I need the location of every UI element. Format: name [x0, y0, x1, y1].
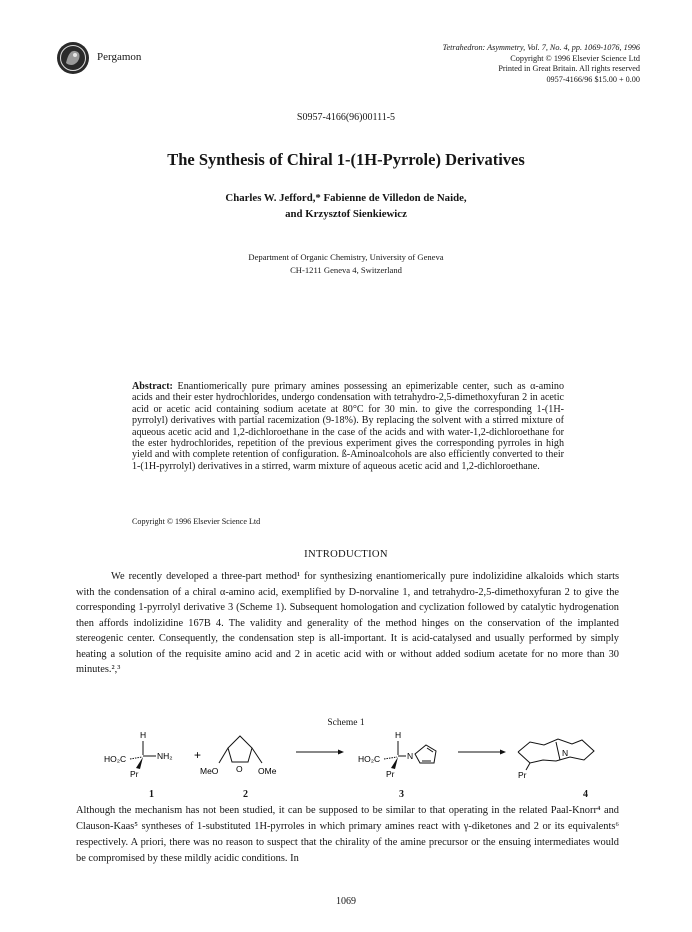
price-line: 0957-4166/96 $15.00 + 0.00	[546, 74, 640, 84]
journal-line: Tetrahedron: Asymmetry, Vol. 7, No. 4, pp. 1069-1076, 1996	[442, 43, 640, 52]
atom-label-ho2c: HO₂C	[104, 754, 127, 764]
publisher-name: Pergamon	[97, 51, 142, 63]
compound-number-1: 1	[149, 789, 154, 800]
abstract-copyright: Copyright © 1996 Elsevier Science Ltd	[132, 517, 261, 526]
atom-label-o: O	[236, 764, 243, 774]
affiliation-line-2: CH-1211 Geneva 4, Switzerland	[290, 265, 402, 275]
svg-text:HO₂C: HO₂C	[358, 754, 381, 764]
plus-sign: +	[194, 748, 202, 762]
abstract	[132, 381, 564, 472]
scheme-label: Scheme 1	[327, 718, 365, 728]
atom-label-nh2: NH₂	[157, 751, 173, 761]
svg-text:H: H	[395, 730, 402, 740]
compound-4-structure	[518, 739, 594, 780]
introduction-paragraph-1	[76, 569, 619, 678]
abstract-text: Enantiomerically pure primary amines possessing an epimerizable center, such as α-amino acids and their ester hydrochlorides, undergo condensation with tetrahydro-2,5-dimethoxyfuran 2 in acetic acid or acetic acid containing sodium acetate at 80°C for 30 min. to give the corresponding 1-(1H-pyrrolyl) derivatives with partial racemization (9-18%). By replacing the solvent with a stirred mixture of aqueous acetic acid and 1,2-dichloroethane in the case of the acids and with water-1,2-dichloroethane for the ester hydrochlorides, repetition of the previous experiment gives the corresponding pyrroles in high yield and with complete retention of configuration. ß-Aminoalcohols are also efficiently converted to their 1-(1H-pyrrolyl) derivatives in a stirred, warm mixture of aqueous acetic acid and 1,2-dichloroethane.	[132, 381, 564, 472]
svg-text:N: N	[562, 748, 569, 758]
svg-text:Pr: Pr	[386, 769, 395, 779]
intro-para-2-text: Although the mechanism has not been studied, it can be supposed to be similar to that operating in the related Paal-Knorr⁴ and Clauson-Kaas⁵ syntheses of 1-substituted 1H-pyrroles in which primary amines react with γ-diketones and 2 or its equivalents⁶ respectively. A priori, there was no reason to suspect that the chirality of the amine precursor or the ensuing intermediates would be compromised by these mildly acidic conditions. In	[76, 805, 619, 864]
affiliation	[0, 251, 692, 277]
intro-para-1-text: We recently developed a three-part method¹ for synthesizing enantiomerically pure indolizidine alkaloids which starts with the condensation of a chiral α-amino acid, exemplified by D-norvaline 1, and tetrahydro-2,5-dimethoxyfuran 2 to give the corresponding 1-pyrrolyl derivative 3 (Scheme 1). Subsequent homologation and cyclization followed by catalytic hydrogenation then affords indolizidine 167B 4. The validity and generality of the method hinges on the conservation of the implanted stereogenic center. Consequently, the condensation step is all-important. It is acid-catalysed and usually performed by simply heating a solution of the requisite amino acid and 2 in acetic acid with or without added sodium acetate for no more than 30 minutes.²,³	[76, 571, 619, 675]
compound-number-4: 4	[583, 789, 588, 800]
authors-line-2: and Krzysztof Sienkiewicz	[285, 208, 407, 220]
atom-label-meo: MeO	[200, 766, 219, 776]
scheme-1-diagram	[86, 730, 606, 788]
atom-label-pr: Pr	[130, 769, 139, 779]
compound-1-structure	[104, 730, 173, 779]
section-heading-introduction: INTRODUCTION	[304, 549, 388, 560]
compound-number-3: 3	[399, 789, 404, 800]
authors-line-1: Charles W. Jefford,* Fabienne de Villedon de Naide,	[225, 192, 467, 204]
printed-line: Printed in Great Britain. All rights reserved	[498, 64, 640, 73]
author-list	[0, 190, 692, 222]
compound-3-structure	[358, 730, 436, 779]
journal-citation-block	[443, 43, 640, 85]
compound-number-2: 2	[243, 789, 248, 800]
introduction-paragraph-2	[76, 803, 619, 867]
svg-text:Pr: Pr	[518, 770, 527, 780]
atom-label-ome: OMe	[258, 766, 277, 776]
affiliation-line-1: Department of Organic Chemistry, University of Geneva	[248, 252, 444, 262]
copyright-line: Copyright © 1996 Elsevier Science Ltd	[510, 53, 640, 63]
page-number: 1069	[336, 896, 356, 907]
abstract-label: Abstract:	[132, 381, 173, 392]
compound-2-structure	[200, 736, 277, 776]
paper-title: The Synthesis of Chiral 1-(1H-Pyrrole) Derivatives	[167, 150, 525, 169]
doi-identifier: S0957-4166(96)00111-5	[296, 112, 396, 123]
atom-label-h: H	[140, 730, 147, 740]
pergamon-logo	[56, 41, 90, 75]
atom-label-n: N	[407, 751, 414, 761]
